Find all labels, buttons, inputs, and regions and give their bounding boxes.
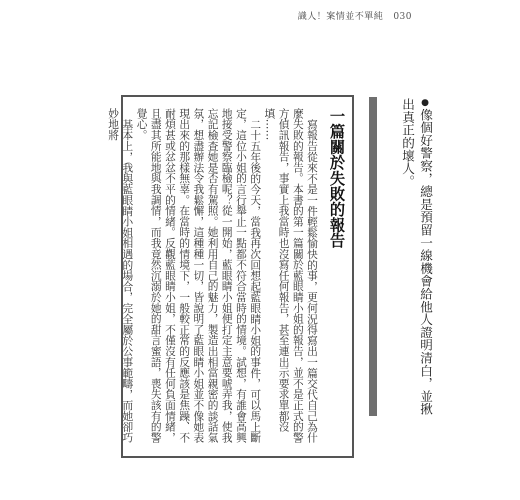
box-body — [107, 108, 319, 448]
page-number: 030 — [393, 12, 412, 22]
running-header — [298, 9, 412, 22]
running-title: 識人！案情並不單純 — [297, 12, 384, 22]
box-paragraph: 二十五年後的今天，當我再次回想起藍眼睛小姐的事件，可以馬上斷定，這位小姐的言行舉止一點都不符合當時的情境。試想，有誰會高興地接受警察臨檢呢？從一開始，藍眼睛小姐便打定主意要唬弄我，使我忘記檢查她是否有駕照。她利用自己的魅力，製造出相當親密的談話氣氛，想盡辦法令我鬆懈，這種種一切，皆說明了藍眼睛小姐並不像她表現出來的那樣無辜。在當時的情境下，一般較正常的反應該是焦躁、不耐煩甚或忿忿不平的情緒。反觀藍眼睛小姐，不僅沒有任何負面情緒，且盡其所能地與我調情，而我竟然沉溺於她的甜言蜜語，喪失該有的警覺心。 — [135, 108, 263, 443]
sidebar-note-text: 像個好警察，總是預留一線機會給他人證明清白，並揪出真正的壞人。 — [400, 98, 433, 416]
bullet-icon: ● — [420, 98, 430, 109]
box-paragraph: 基本上，我與藍眼睛小姐相遇的場合，完全屬於公事範疇，而她卻巧妙地將 — [107, 108, 135, 443]
sidebar-note — [382, 98, 434, 418]
sidebar-rule — [369, 97, 377, 416]
box-title: 一篇關於失敗的報告 — [328, 108, 346, 249]
box-paragraph: 寫報告從來不是一件輕鬆愉快的事，更何況得寫出一篇交代自己為什麼失敗的報告。本書的第一篇關於藍眼睛小姐的報告，並不是正式的警方偵訊報告，事實上我當時也沒寫任何報告，甚至連出示要求單都沒填…… — [263, 108, 319, 443]
